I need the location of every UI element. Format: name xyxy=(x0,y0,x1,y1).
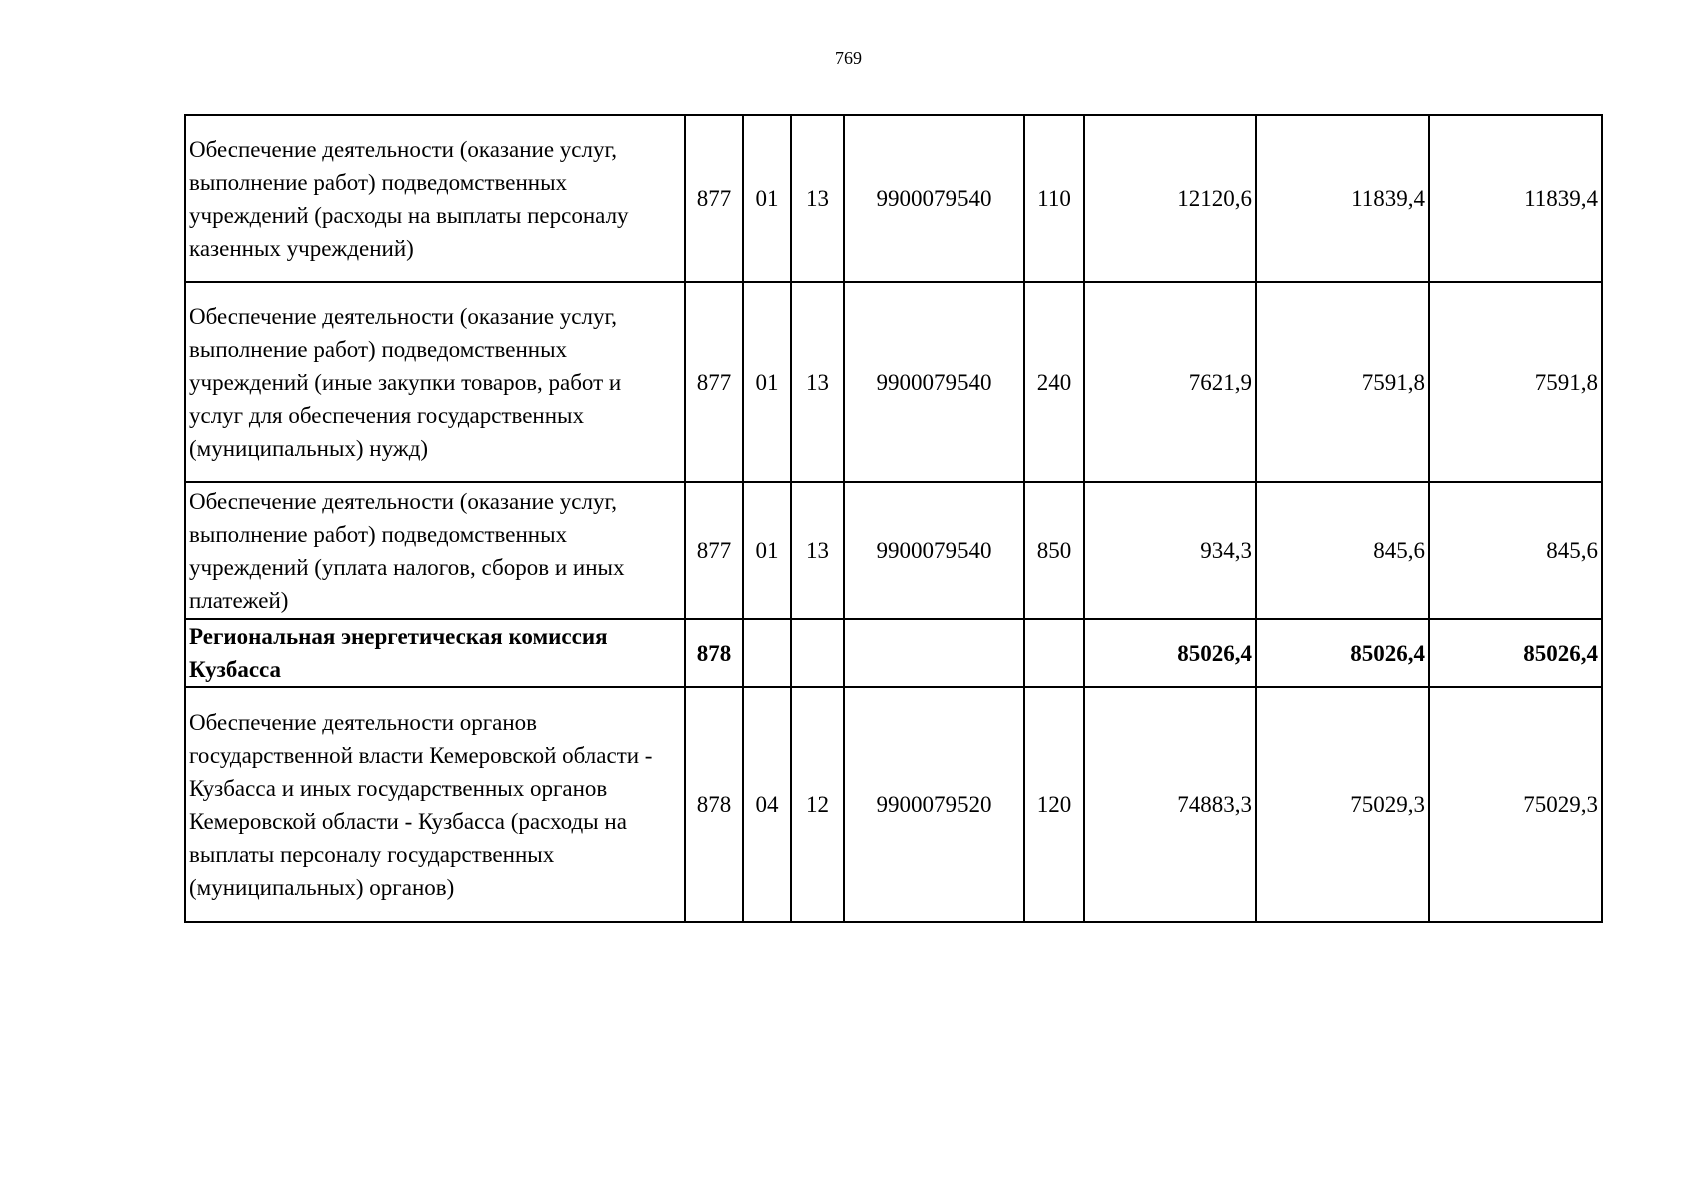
section-code: 01 xyxy=(743,115,791,282)
sum-year-3: 75029,3 xyxy=(1429,687,1602,922)
row-description: Обеспечение деятельности (оказание услуг, выполнение работ) подведомственных учреждений (иные закупки товаров, работ и услуг для обеспечения государственных (муниципальных) нужд) xyxy=(185,282,685,482)
sum-year-3: 7591,8 xyxy=(1429,282,1602,482)
page-number: 769 xyxy=(835,48,862,68)
expense-type-code: 120 xyxy=(1024,687,1084,922)
section-code: 01 xyxy=(743,482,791,619)
section-code: 04 xyxy=(743,687,791,922)
sum-year-2: 7591,8 xyxy=(1256,282,1429,482)
table-row xyxy=(185,282,1602,482)
row-description: Обеспечение деятельности (оказание услуг, выполнение работ) подведомственных учреждений (расходы на выплаты персоналу казенных учреждений) xyxy=(185,115,685,282)
ministry-code: 877 xyxy=(685,115,743,282)
sum-year-2: 85026,4 xyxy=(1256,619,1429,687)
subsection-code xyxy=(791,619,844,687)
target-article-code: 9900079520 xyxy=(844,687,1024,922)
subsection-code: 13 xyxy=(791,482,844,619)
sum-year-1: 7621,9 xyxy=(1084,282,1256,482)
row-description: Обеспечение деятельности (оказание услуг, выполнение работ) подведомственных учреждений (уплата налогов, сборов и иных платежей) xyxy=(185,482,685,619)
row-description: Региональная энергетическая комиссия Кузбасса xyxy=(185,619,685,687)
table-row xyxy=(185,687,1602,922)
table-row xyxy=(185,115,1602,282)
sum-year-1: 934,3 xyxy=(1084,482,1256,619)
sum-year-2: 11839,4 xyxy=(1256,115,1429,282)
target-article-code: 9900079540 xyxy=(844,115,1024,282)
row-description: Обеспечение деятельности органов государственной власти Кемеровской области - Кузбасса и иных государственных органов Кемеровской области - Кузбасса (расходы на выплаты персоналу государственных (муниципальных) органов) xyxy=(185,687,685,922)
ministry-code: 877 xyxy=(685,482,743,619)
sum-year-1: 74883,3 xyxy=(1084,687,1256,922)
sum-year-1: 85026,4 xyxy=(1084,619,1256,687)
ministry-code: 877 xyxy=(685,282,743,482)
subsection-code: 13 xyxy=(791,115,844,282)
expense-type-code: 240 xyxy=(1024,282,1084,482)
sum-year-2: 75029,3 xyxy=(1256,687,1429,922)
table-row xyxy=(185,482,1602,619)
expense-type-code xyxy=(1024,619,1084,687)
expense-type-code: 850 xyxy=(1024,482,1084,619)
subsection-code: 13 xyxy=(791,282,844,482)
sum-year-3: 85026,4 xyxy=(1429,619,1602,687)
expense-type-code: 110 xyxy=(1024,115,1084,282)
ministry-code: 878 xyxy=(685,687,743,922)
section-code xyxy=(743,619,791,687)
target-article-code xyxy=(844,619,1024,687)
ministry-code: 878 xyxy=(685,619,743,687)
subsection-code: 12 xyxy=(791,687,844,922)
section-code: 01 xyxy=(743,282,791,482)
target-article-code: 9900079540 xyxy=(844,482,1024,619)
sum-year-3: 11839,4 xyxy=(1429,115,1602,282)
sum-year-3: 845,6 xyxy=(1429,482,1602,619)
target-article-code: 9900079540 xyxy=(844,282,1024,482)
sum-year-2: 845,6 xyxy=(1256,482,1429,619)
table-row-total xyxy=(185,619,1602,687)
budget-table xyxy=(184,114,1603,923)
sum-year-1: 12120,6 xyxy=(1084,115,1256,282)
